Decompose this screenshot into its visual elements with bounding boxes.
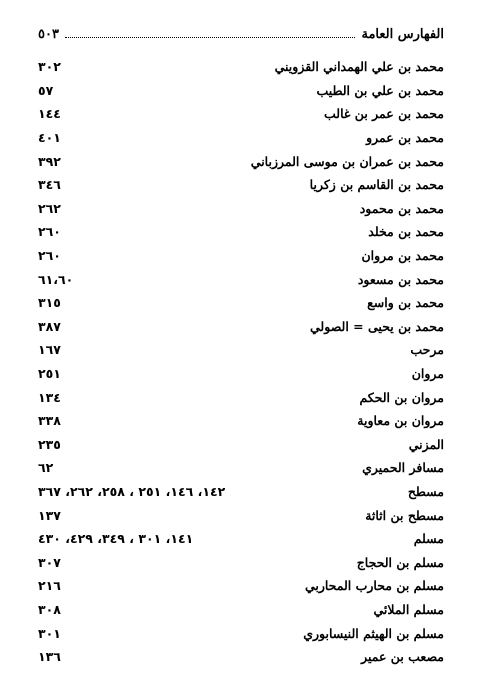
index-entry	[38, 149, 444, 173]
entry-name: مسلم بن الهيثم النيسابوري	[303, 625, 444, 641]
entry-name: محمد بن مخلد	[368, 224, 444, 240]
entry-name: مسافر الحميري	[362, 460, 444, 476]
index-entry	[38, 621, 444, 645]
entry-page-refs: ٢٣٥	[38, 436, 61, 452]
entry-name: محمد بن عمران بن موسى المرزباني	[250, 153, 444, 169]
entry-page-refs: ١٤٤	[38, 106, 61, 122]
entry-name: محمد بن عمر بن غالب	[324, 106, 444, 122]
entry-page-refs: ٣٠٧	[38, 554, 61, 570]
entry-page-refs: ٥٧	[38, 82, 54, 98]
dot-leader	[65, 37, 356, 38]
entry-name: مسلم الملائي	[373, 601, 444, 617]
entry-page-refs: ٢٥١	[38, 366, 61, 382]
index-entry	[38, 55, 444, 79]
index-entry	[38, 385, 444, 409]
index-entry	[38, 267, 444, 291]
entry-name: محمد بن علي بن الطيب	[316, 82, 444, 98]
entry-name: محمد بن محمود	[359, 200, 444, 216]
entry-page-refs: ٣٠٢	[38, 59, 61, 75]
entry-name: محمد بن عمرو	[366, 130, 444, 146]
entry-name: مروان	[411, 366, 444, 382]
entry-name: محمد بن القاسم بن زكريا	[309, 177, 444, 193]
entry-page-refs: ٣٩٢	[38, 153, 61, 169]
entry-page-refs: ١٤٢، ١٤٦، ٢٥١ ، ٢٥٨، ٢٦٢، ٣٦٧	[38, 483, 226, 499]
entry-name: مسلم بن الحجاج	[356, 554, 444, 570]
index-entry	[38, 126, 444, 150]
index-entry	[38, 291, 444, 315]
entry-page-refs: ١٤١، ٣٠١ ، ٣٤٩، ٤٢٩، ٤٣٠	[38, 531, 194, 547]
index-entry-list	[38, 55, 444, 668]
entry-name: مروان بن معاوية	[357, 413, 444, 429]
entry-name: مسطح	[407, 483, 444, 499]
entry-page-refs: ٢٦٠	[38, 224, 61, 240]
entry-name: محمد بن مروان	[361, 248, 444, 264]
entry-name: مسلم بن محارب المحاربي	[304, 578, 444, 594]
index-entry	[38, 102, 444, 126]
index-entry	[38, 645, 444, 669]
entry-name: مسلم	[413, 531, 444, 547]
entry-name: المزني	[408, 436, 444, 452]
index-entry	[38, 315, 444, 339]
entry-page-refs: ١٦٧	[38, 342, 61, 358]
index-entry	[38, 503, 444, 527]
entry-page-refs: ٣٨٧	[38, 318, 61, 334]
index-entry	[38, 338, 444, 362]
entry-page-refs: ٢١٦	[38, 578, 61, 594]
entry-page-refs: ٣٤٦	[38, 177, 61, 193]
index-entry	[38, 197, 444, 221]
entry-name: مصعب بن عمير	[361, 649, 444, 665]
index-entry	[38, 480, 444, 504]
entry-page-refs: ١٣٧	[38, 507, 61, 523]
entry-page-refs: ٦٢	[38, 460, 54, 476]
index-entry	[38, 220, 444, 244]
entry-page-refs: ٦١،٦٠	[38, 271, 74, 287]
index-entry	[38, 574, 444, 598]
index-entry	[38, 456, 444, 480]
index-entry	[38, 409, 444, 433]
entry-name: مروان بن الحكم	[359, 389, 444, 405]
index-entry	[38, 527, 444, 551]
entry-name: مسطح بن اثاثة	[365, 507, 444, 523]
entry-name: محمد بن مسعود	[357, 271, 444, 287]
entry-page-refs: ١٣٦	[38, 649, 61, 665]
entry-name: محمد بن واسع	[367, 295, 444, 311]
entry-page-refs: ٣٠٨	[38, 601, 61, 617]
entry-page-refs: ٣٠١	[38, 625, 61, 641]
index-entry	[38, 362, 444, 386]
entry-name: محمد بن يحيى = الصولي	[310, 318, 444, 334]
running-header	[38, 20, 444, 42]
entry-name: محمد بن علي الهمداني القزويني	[274, 59, 444, 75]
entry-page-refs: ١٣٤	[38, 389, 61, 405]
index-entry	[38, 79, 444, 103]
entry-page-refs: ٤٠١	[38, 130, 61, 146]
header-title: الفهارس العامة	[361, 27, 444, 42]
entry-page-refs: ٢٦٢	[38, 200, 61, 216]
index-entry	[38, 433, 444, 457]
entry-page-refs: ٢٦٠	[38, 248, 61, 264]
index-entry	[38, 173, 444, 197]
entry-page-refs: ٣٣٨	[38, 413, 61, 429]
page-number: ٥٠٣	[38, 27, 59, 42]
index-entry	[38, 598, 444, 622]
entry-name: مرحب	[410, 342, 444, 358]
entry-page-refs: ٣١٥	[38, 295, 61, 311]
index-entry	[38, 244, 444, 268]
index-entry	[38, 550, 444, 574]
